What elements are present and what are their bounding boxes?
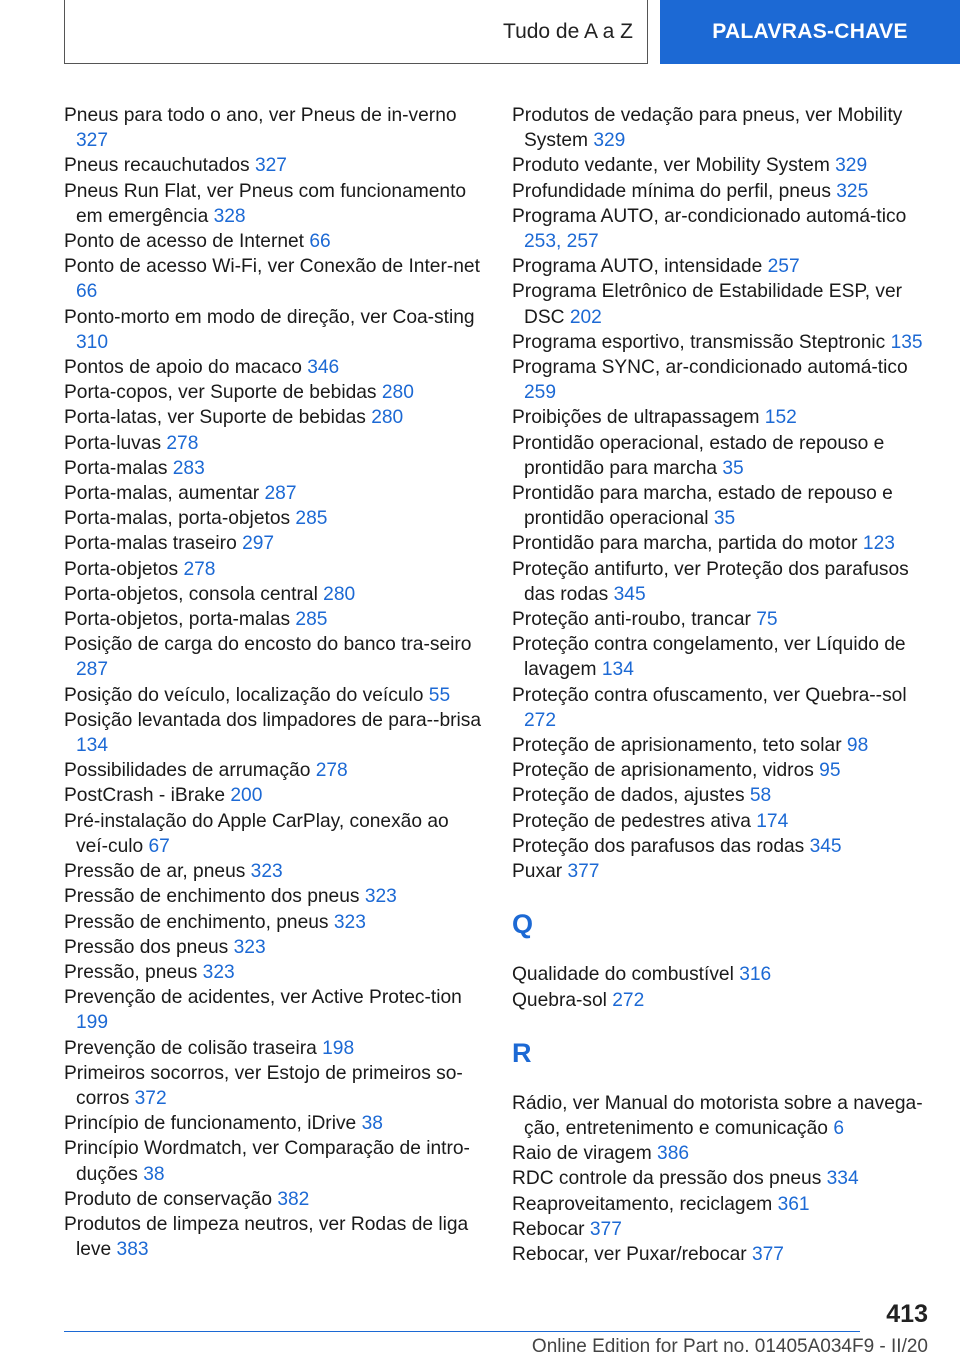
index-entry-text: Proteção contra congelamento, ver Líquido de lavagem	[512, 634, 906, 681]
index-entry	[512, 103, 942, 153]
index-entry-text: Proibições de ultrapassagem	[512, 407, 765, 429]
page-link[interactable]: 280	[381, 382, 414, 404]
index-entry	[512, 179, 942, 204]
index-entry-text: Porta-malas	[64, 457, 173, 479]
page-link[interactable]: 6	[833, 1117, 844, 1139]
page-link[interactable]: 372	[134, 1087, 167, 1109]
section-letter-r: R	[512, 1037, 532, 1068]
page-link[interactable]: 334	[826, 1168, 859, 1190]
page-link[interactable]: 278	[166, 432, 199, 454]
index-entry-text: Proteção dos parafusos das rodas	[512, 835, 810, 857]
index-entry-text: Porta-malas, aumentar	[64, 483, 265, 505]
footer-edition-text: Online Edition for Part no. 01405A034F9 - II/20	[531, 1336, 928, 1357]
index-entry	[64, 708, 484, 758]
index-entry	[512, 683, 942, 733]
tab-right-label: PALAVRAS-CHAVE	[712, 20, 908, 43]
index-entry	[512, 1192, 942, 1217]
page-link[interactable]: 134	[601, 659, 634, 681]
tab-tudo-de-a-a-z[interactable]	[64, 0, 648, 64]
index-entry-text: Pressão de enchimento, pneus	[64, 911, 334, 933]
index-entry	[512, 204, 942, 254]
index-column-right	[512, 103, 942, 1267]
tab-left-label: Tudo de A a Z	[503, 19, 633, 43]
index-entry	[64, 582, 484, 607]
page-number: 413	[886, 1300, 928, 1328]
index-entry-text: Raio de viragem	[512, 1143, 658, 1165]
index-entry	[512, 632, 942, 682]
page-link[interactable]: 198	[322, 1037, 355, 1059]
index-entry	[64, 910, 484, 935]
page-link[interactable]: 310	[76, 331, 109, 353]
index-entry-text: Prontidão para marcha, partida do motor	[512, 533, 863, 555]
index-entry	[512, 1166, 942, 1191]
index-entry-text: Proteção de pedestres ativa	[512, 810, 757, 832]
index-entry-text: Rebocar, ver Puxar/rebocar	[512, 1243, 752, 1265]
page-link[interactable]: 316	[739, 964, 772, 986]
index-entry-text: Posição levantada dos limpadores de para--brisa	[64, 709, 482, 731]
index-entry	[64, 859, 484, 884]
index-entry-text: Porta-objetos, porta-malas	[64, 609, 296, 631]
page-link[interactable]: 280	[371, 407, 404, 429]
index-entry	[64, 985, 484, 1035]
page-link[interactable]: 329	[593, 130, 626, 152]
index-entry	[64, 380, 484, 405]
index-section-r	[512, 1091, 942, 1267]
index-entry	[64, 607, 484, 632]
index-entry-text: Programa Eletrônico de Estabilidade ESP, ver DSC	[512, 281, 903, 328]
index-entry-text: Pressão dos pneus	[64, 936, 234, 958]
page-link[interactable]: 66	[76, 281, 98, 303]
index-entry-text: Pneus Run Flat, ver Pneus com funcionamento em emergência	[64, 180, 467, 227]
page-link[interactable]: 66	[309, 231, 331, 253]
page-link[interactable]: 280	[323, 583, 356, 605]
page-link[interactable]: 134	[76, 735, 109, 757]
index-entry	[64, 481, 484, 506]
index-entry	[64, 103, 484, 153]
index-entry-text: Programa AUTO, intensidade	[512, 256, 768, 278]
page-link[interactable]: 377	[589, 1218, 622, 1240]
header-tabs	[64, 0, 960, 64]
index-entry	[64, 153, 484, 178]
page-link[interactable]: 135	[890, 331, 923, 353]
index-entry-text: Reaproveitamento, reciclagem	[512, 1193, 778, 1215]
page-link[interactable]: 386	[657, 1143, 690, 1165]
index-entry-text: Proteção de aprisionamento, teto solar	[512, 735, 847, 757]
page-link[interactable]: 323	[333, 911, 366, 933]
index-entry	[512, 988, 942, 1013]
index-section-q	[512, 962, 942, 1012]
index-entry-text: Prontidão para marcha, estado de repouso e prontidão operacional	[512, 483, 893, 530]
index-entry	[512, 481, 942, 531]
page-link[interactable]: 287	[76, 659, 109, 681]
page-link[interactable]: 272	[612, 989, 645, 1011]
index-entry-text: Pré-instalação do Apple CarPlay, conexão ao veí-culo	[64, 810, 449, 857]
index-entry	[64, 1187, 484, 1212]
index-entry	[512, 1141, 942, 1166]
index-entry	[64, 783, 484, 808]
index-entry	[64, 1212, 484, 1262]
page-link[interactable]: 75	[756, 609, 778, 631]
index-entry-text: RDC controle da pressão dos pneus	[512, 1168, 827, 1190]
index-entry	[512, 809, 942, 834]
page-link[interactable]: 278	[183, 558, 216, 580]
index-entry-text: Ponto-morto em modo de direção, ver Coa-sting	[64, 306, 475, 328]
index-entry-text: Porta-malas traseiro	[64, 533, 243, 555]
index-entry-text: Profundidade mínima do perfil, pneus	[512, 180, 837, 202]
page-link[interactable]: 383	[116, 1239, 149, 1261]
page-link[interactable]: 345	[613, 583, 646, 605]
index-entry	[512, 758, 942, 783]
index-entry-text: Pressão de enchimento dos pneus	[64, 886, 365, 908]
index-entry-text: Possibilidades de arrumação	[64, 760, 316, 782]
page-link[interactable]: 35	[722, 457, 744, 479]
page-link[interactable]: 377	[751, 1243, 784, 1265]
index-entry-text: Pneus recauchutados	[64, 155, 255, 177]
index-entry-text: Rádio, ver Manual do motorista sobre a navega-ção, entretenimento e comunicação	[512, 1092, 923, 1139]
index-entry-text: Princípio Wordmatch, ver Comparação de intro-duções	[64, 1138, 470, 1185]
index-entry-text: Primeiros socorros, ver Estojo de primeiros so-corros	[64, 1062, 463, 1109]
index-entry-text: Qualidade do combustível	[512, 964, 740, 986]
index-entry	[64, 254, 484, 304]
index-entry-text: Quebra-sol	[512, 989, 613, 1011]
index-entry-text: Proteção de aprisionamento, vidros	[512, 760, 820, 782]
index-entry-text: Pneus para todo o ano, ver Pneus de in-verno	[64, 105, 457, 126]
page-link[interactable]: 174	[756, 810, 789, 832]
index-entry-text: Programa SYNC, ar-condicionado automá-tico	[512, 357, 908, 379]
page-link[interactable]: 327	[254, 155, 287, 177]
page-link[interactable]: 283	[172, 457, 205, 479]
page-link[interactable]: 323	[364, 886, 397, 908]
index-entry-text: Prontidão operacional, estado de repouso e prontidão para marcha	[512, 432, 885, 479]
index-entry	[512, 431, 942, 481]
index-entry	[512, 1242, 942, 1267]
index-entry	[512, 962, 942, 987]
index-entry	[64, 1061, 484, 1111]
page-link[interactable]: 202	[569, 306, 602, 328]
page-link[interactable]: 272	[524, 709, 557, 731]
index-entry	[512, 834, 942, 859]
index-entry	[64, 506, 484, 531]
page-link[interactable]: 98	[846, 735, 869, 757]
page-link[interactable]: 377	[567, 861, 600, 883]
page-link[interactable]: 382	[277, 1188, 310, 1210]
page-link[interactable]: 287	[264, 483, 297, 505]
index-entry	[64, 355, 484, 380]
index-entry	[64, 456, 484, 481]
index-entry-text: Porta-objetos, consola central	[64, 583, 324, 605]
index-entry	[512, 1217, 942, 1242]
page-link[interactable]: 38	[361, 1113, 383, 1135]
index-entry	[512, 1091, 942, 1141]
index-entry	[512, 607, 942, 632]
index-entry-text: Proteção antifurto, ver Proteção dos parafusos das rodas	[512, 558, 909, 605]
index-section-p	[512, 103, 942, 884]
index-entry	[512, 279, 942, 329]
index-entry	[64, 1136, 484, 1186]
index-entry	[64, 935, 484, 960]
index-entry	[512, 405, 942, 430]
index-entry	[512, 254, 942, 279]
index-entry-text: Produto vedante, ver Mobility System	[512, 155, 836, 177]
index-entry-text: Puxar	[512, 861, 568, 883]
index-entry-text: Porta-copos, ver Suporte de bebidas	[64, 382, 382, 404]
page-link[interactable]: 38	[143, 1163, 165, 1185]
index-entry-text: Porta-luvas	[64, 432, 167, 454]
index-entry-text: Proteção de dados, ajustes	[512, 785, 750, 807]
index-entry-text: Programa esportivo, transmissão Steptronic	[512, 331, 891, 353]
index-entry	[64, 632, 484, 682]
index-entry	[64, 683, 484, 708]
page-link[interactable]: 152	[764, 407, 797, 429]
page-link[interactable]: 257	[767, 256, 800, 278]
index-entry	[512, 783, 942, 808]
index-entry-text: Pressão de ar, pneus	[64, 861, 251, 883]
page-link[interactable]: 329	[835, 155, 868, 177]
page-link[interactable]: 285	[295, 609, 328, 631]
page-link[interactable]: 58	[749, 785, 772, 807]
index-entry-text: Porta-latas, ver Suporte de bebidas	[64, 407, 372, 429]
index-entry-text: Posição do veículo, localização do veículo	[64, 684, 429, 706]
page-link[interactable]: 123	[862, 533, 895, 555]
page-link[interactable]: 323	[250, 861, 283, 883]
page-link[interactable]: 323	[233, 936, 266, 958]
page-link[interactable]: 67	[148, 835, 170, 857]
index-entry	[64, 431, 484, 456]
index-entry	[64, 405, 484, 430]
page-link[interactable]: 345	[809, 835, 842, 857]
tab-palavras-chave[interactable]	[660, 0, 960, 64]
page-link[interactable]: 199	[76, 1012, 109, 1034]
index-entry-text: Programa AUTO, ar-condicionado automá-tico	[512, 205, 907, 227]
index-entry-text: PostCrash - iBrake	[64, 785, 231, 807]
page-link[interactable]: 361	[777, 1193, 810, 1215]
index-entry-text: Rebocar	[512, 1218, 590, 1240]
page-link[interactable]: 259	[524, 382, 557, 404]
index-entry-text: Ponto de acesso Wi-Fi, ver Conexão de Inter-net	[64, 256, 480, 278]
index-entry-text: Pontos de apoio do macaco	[64, 357, 308, 379]
index-entry-text: Proteção contra ofuscamento, ver Quebra--sol	[512, 684, 907, 706]
index-entry	[64, 884, 484, 909]
index-entry-text: Produtos de vedação para pneus, ver Mobility System	[512, 105, 903, 152]
page-link[interactable]: 35	[713, 508, 736, 530]
index-entry	[512, 733, 942, 758]
page-link[interactable]: 200	[230, 785, 263, 807]
section-letter-q: Q	[512, 909, 534, 940]
page-link[interactable]: 285	[295, 508, 328, 530]
index-column-left	[64, 103, 484, 1262]
index-entry-text: Porta-objetos	[64, 558, 184, 580]
index-entry	[64, 531, 484, 556]
index-entry-text: Produto de conservação	[64, 1188, 278, 1210]
index-entry-text: Posição de carga do encosto do banco tra-seiro	[64, 634, 472, 656]
page-link[interactable]: 95	[819, 760, 841, 782]
index-entry	[512, 859, 942, 884]
index-entry	[64, 557, 484, 582]
page-link[interactable]: 278	[315, 760, 348, 782]
page-link[interactable]: 253, 257	[524, 231, 599, 253]
page-link[interactable]: 327	[76, 130, 109, 152]
index-entry	[64, 1036, 484, 1061]
index-entry-text: Ponto de acesso de Internet	[64, 231, 310, 253]
index-entry	[64, 179, 484, 229]
page-link[interactable]: 346	[307, 357, 340, 379]
index-entry	[64, 229, 484, 254]
index-entry	[512, 557, 942, 607]
index-entry-text: Proteção anti-roubo, trancar	[512, 609, 757, 631]
index-entry-text: Produtos de limpeza neutros, ver Rodas de liga leve	[64, 1213, 469, 1261]
page-link[interactable]: 297	[242, 533, 275, 555]
index-entry	[64, 758, 484, 783]
index-entry	[64, 305, 484, 355]
index-entry	[512, 531, 942, 556]
index-entry	[64, 1111, 484, 1136]
page-link[interactable]: 55	[428, 684, 451, 706]
index-entry	[64, 809, 484, 859]
index-entry-text: Princípio de funcionamento, iDrive	[64, 1113, 362, 1135]
index-entry-text: Pressão, pneus	[64, 961, 203, 983]
page-link[interactable]: 328	[213, 205, 246, 227]
page-link[interactable]: 325	[836, 180, 869, 202]
index-entry-text: Prevenção de acidentes, ver Active Protec-tion	[64, 987, 462, 1009]
page-link[interactable]: 323	[202, 961, 235, 983]
index-entry	[512, 355, 942, 405]
index-entry	[64, 960, 484, 985]
index-entry	[512, 153, 942, 178]
index-entry-text: Prevenção de colisão traseira	[64, 1037, 323, 1059]
footer-divider	[64, 1331, 860, 1332]
index-entry-text: Porta-malas, porta-objetos	[64, 508, 296, 530]
index-entry	[512, 330, 942, 355]
